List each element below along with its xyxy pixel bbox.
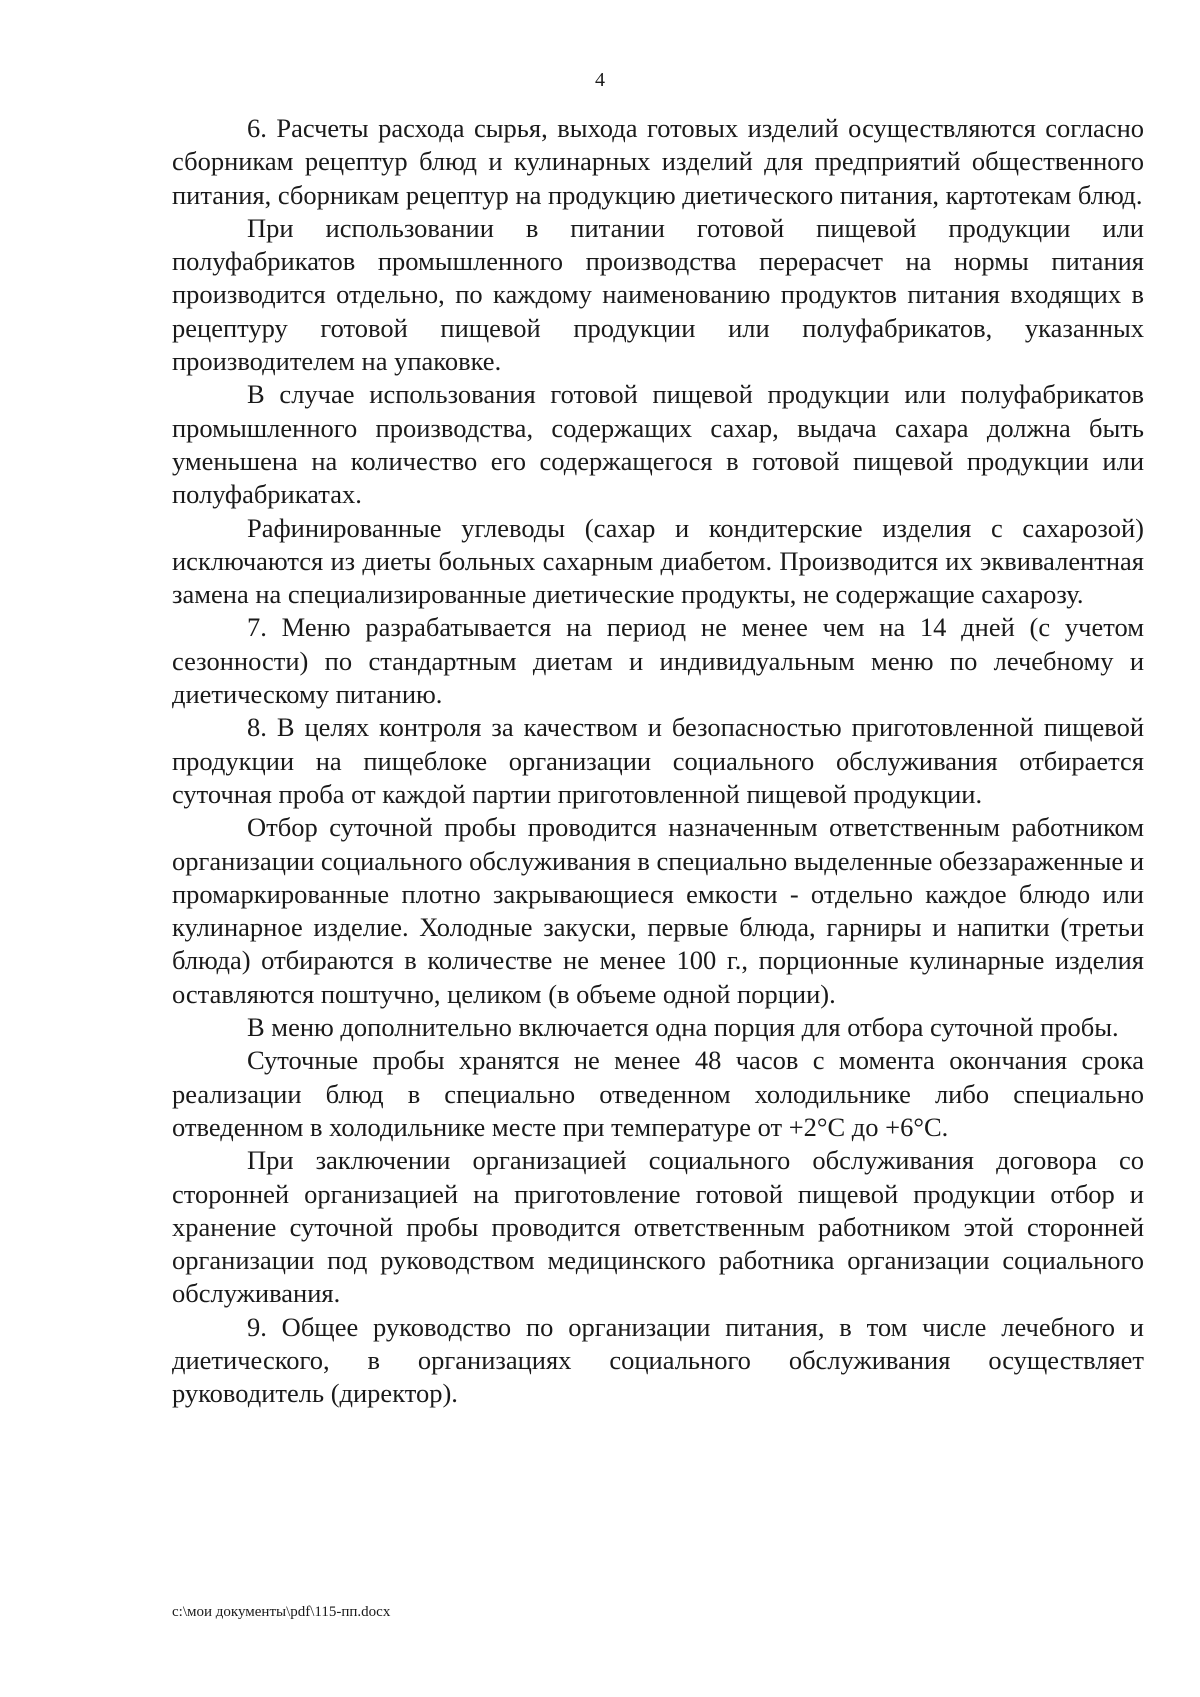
- paragraph-7: 7. Меню разрабатывается на период не менее чем на 14 дней (с учетом сезонности) по стандартным диетам и индивидуальным меню по лечебному и диетическому питанию.: [172, 612, 1144, 710]
- paragraph-6: 6. Расчеты расхода сырья, выхода готовых изделий осуществляются согласно сборникам рецептур блюд и кулинарных изделий для предприятий общественного питания, сборникам рецептур на продукцию диетического питания, картотекам блюд.: [172, 113, 1144, 210]
- footer-file-path: c:\мои документы\pdf\115-пп.docx: [172, 1604, 391, 1620]
- paragraph-9: 9. Общее руководство по организации питания, в том числе лечебного и диетического, в организациях социального обслуживания осуществляет руководитель (директор).: [172, 1311, 1144, 1409]
- paragraph-semi-finished-products: При использовании в питании готовой пищевой продукции или полуфабрикатов промышленного производства перерасчет на нормы питания производится отдельно, по каждому наименованию продуктов питания входящих в рецептуру готовой пищевой продукции или полуфабрикатов, указанных производителем на упаковке.: [172, 212, 1144, 377]
- page-number: 4: [595, 69, 605, 91]
- document-body: [172, 112, 1144, 1411]
- paragraph-refined-carbs: Рафинированные углеводы (сахар и кондитерские изделия с сахарозой) исключаются из диеты больных сахарным диабетом. Производится их эквивалентная замена на специализированные диетические продукты, не содержащие сахарозу.: [172, 512, 1144, 610]
- paragraph-third-party: При заключении организацией социального обслуживания договора со сторонней организацией на приготовление готовой пищевой продукции отбор и хранение суточной пробы проводится ответственным работником этой сторонней организации под руководством медицинского работника организации социального обслуживания.: [172, 1145, 1144, 1309]
- paragraph-sugar-reduction: В случае использования готовой пищевой продукции или полуфабрикатов промышленного производства, содержащих сахар, выдача сахара должна быть уменьшена на количество его содержащегося в готовой пищевой продукции или полуфабрикатах.: [172, 379, 1144, 510]
- paragraph-sample-storage: Суточные пробы хранятся не менее 48 часов с момента окончания срока реализации блюд в специально отведенном холодильнике либо специально отведенном в холодильнике месте при температуре от +2°С до +6°С.: [172, 1045, 1144, 1142]
- paragraph-8: 8. В целях контроля за качеством и безопасностью приготовленной пищевой продукции на пищеблоке организации социального обслуживания отбирается суточная проба от каждой партии приготовленной пищевой продукции.: [172, 712, 1144, 809]
- paragraph-extra-portion: В меню дополнительно включается одна порция для отбора суточной пробы.: [247, 1012, 1119, 1043]
- paragraph-sample-selection: Отбор суточной пробы проводится назначенным ответственным работником организации социального обслуживания в специально выделенные обеззараженные и промаркированные плотно закрывающиеся емкости - отдельно каждое блюдо или кулинарное изделие. Холодные закуски, первые блюда, гарниры и напитки (третьи блюда) отбираются в количестве не менее 100 г., порционные кулинарные изделия оставляются поштучно, целиком (в объеме одной порции).: [172, 812, 1144, 1009]
